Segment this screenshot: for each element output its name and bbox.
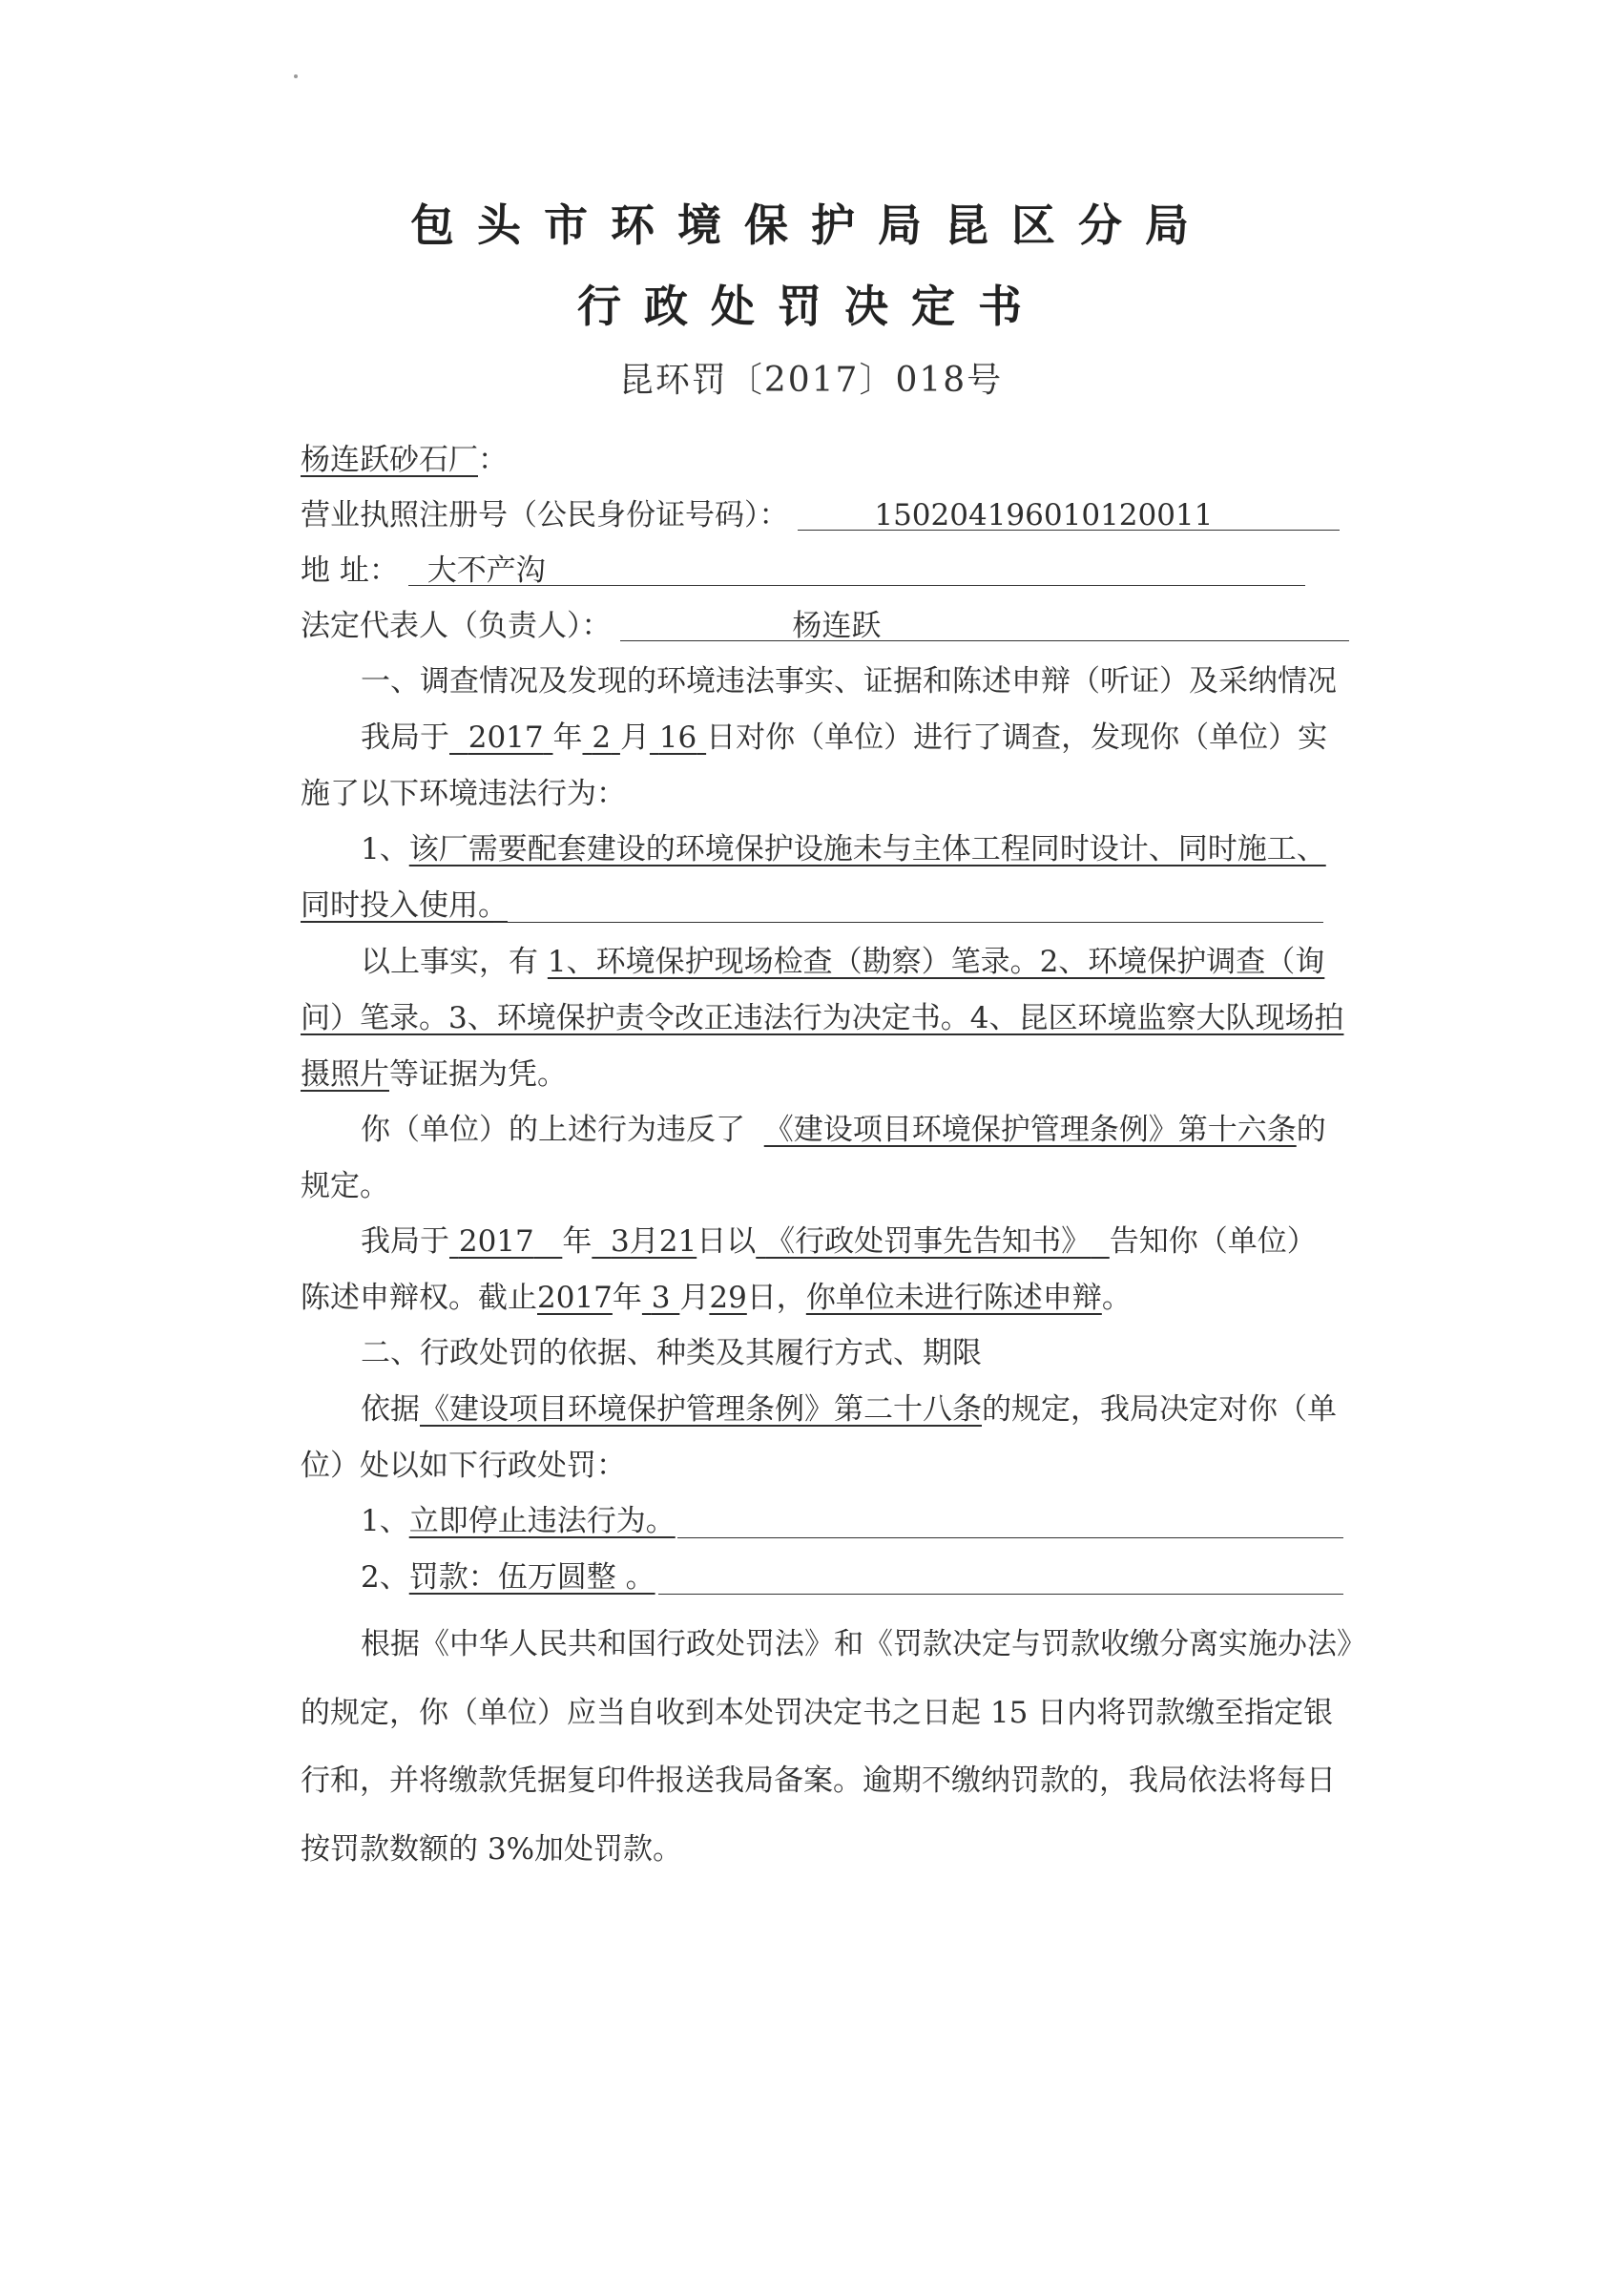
violation-item1-line1 bbox=[361, 830, 1326, 868]
violated-law: 《建设项目环境保护管理条例》第十六条 bbox=[763, 1113, 1297, 1147]
text-segment: 3 bbox=[651, 1281, 671, 1315]
license-value: 150204196010120011 bbox=[798, 500, 1340, 531]
violated-law-line2: 规定。 bbox=[301, 1169, 389, 1203]
evidence-text-end: 摄照片 bbox=[301, 1057, 389, 1092]
evidence-text: 1、环境保护现场检查（勘察）笔录。2、环境保护调查（询 bbox=[547, 945, 1325, 979]
representative-value: 杨连跃 bbox=[620, 611, 1349, 641]
license-line bbox=[301, 496, 1340, 534]
text-segment: 日对你（单位）进行了调查，发现你（单位）实 bbox=[706, 720, 1328, 755]
fill-line bbox=[658, 1594, 1343, 1595]
section1-heading: 一、调查情况及发现的环境违法事实、证据和陈述申辩（听证）及采纳情况 bbox=[361, 664, 1337, 699]
address-label: 地 址： bbox=[301, 553, 399, 588]
statement-result: 你单位未进行陈述申辩 bbox=[805, 1281, 1102, 1315]
text-segment: 《行政处罚事先告知书》 bbox=[765, 1224, 1092, 1259]
notice-year bbox=[449, 1224, 562, 1259]
text-segment: 年 bbox=[612, 1281, 642, 1315]
penalty-item1-text: 立即停止违法行为。 bbox=[408, 1504, 676, 1538]
text-segment: 的 bbox=[1296, 1113, 1326, 1147]
text-segment: 以上事实，有 bbox=[361, 945, 548, 979]
representative-label: 法定代表人（负责人）： bbox=[301, 609, 612, 643]
text-segment: 日， bbox=[746, 1281, 806, 1315]
investigation-month bbox=[582, 720, 619, 755]
text-segment: 29 bbox=[709, 1281, 747, 1315]
text-segment: 依据 bbox=[361, 1392, 420, 1427]
section2-heading: 二、行政处罚的依据、种类及其履行方式、期限 bbox=[361, 1336, 982, 1370]
fill-line bbox=[493, 922, 1323, 923]
violation-item1-line2 bbox=[301, 887, 508, 925]
text-segment: 年 bbox=[552, 720, 583, 755]
investigation-line1 bbox=[361, 719, 1327, 757]
party-name: 杨连跃砂石厂 bbox=[301, 443, 478, 477]
text-segment: 等证据为凭。 bbox=[389, 1057, 567, 1092]
party-name-suffix: ： bbox=[478, 443, 508, 477]
representative-line bbox=[301, 607, 1349, 645]
investigation-line2: 施了以下环境违法行为： bbox=[301, 777, 626, 811]
penalty-item1 bbox=[361, 1502, 676, 1540]
investigation-year bbox=[449, 720, 552, 755]
document-number: 昆环罚〔2017〕018号 bbox=[618, 361, 1004, 400]
violated-law-line1 bbox=[361, 1111, 1326, 1149]
deadline-year: 2017 bbox=[537, 1281, 613, 1315]
text-segment: 告知你（单位） bbox=[1109, 1224, 1317, 1259]
text-segment: 2017 bbox=[468, 720, 544, 755]
penalty-item2-text: 罚款：伍万圆整 。 bbox=[408, 1560, 655, 1595]
text-segment: 1、 bbox=[361, 1504, 409, 1538]
evidence-line1 bbox=[361, 943, 1324, 981]
address-value: 大不产沟 bbox=[408, 555, 1305, 586]
evidence-text-cont: 问）笔录。3、环境保护责令改正违法行为决定书。4、昆区环境监察大队现场拍 bbox=[301, 1001, 1344, 1035]
deadline-day bbox=[709, 1281, 746, 1315]
evidence-line3 bbox=[301, 1055, 567, 1094]
final-paragraph-line3: 行和，并将缴款凭据复印件报送我局备案。逾期不缴纳罚款的，我局依法将每日 bbox=[301, 1764, 1336, 1798]
penalty-item2 bbox=[361, 1558, 655, 1597]
violation-item1-text: 该厂需要配套建设的环境保护设施未与主体工程同时设计、同时施工、 bbox=[408, 832, 1326, 866]
text-segment: 你（单位）的上述行为违反了 bbox=[361, 1113, 745, 1147]
text-segment: 我局于 bbox=[361, 720, 449, 755]
notice-document bbox=[756, 1224, 1110, 1259]
text-segment: 1、 bbox=[361, 832, 409, 866]
text-segment: 。 bbox=[1101, 1281, 1132, 1315]
text-segment: 3月21 bbox=[611, 1224, 697, 1259]
fill-line bbox=[677, 1537, 1343, 1538]
penalty-basis-law: 《建设项目环境保护管理条例》第二十八条 bbox=[420, 1392, 982, 1427]
notice-line1 bbox=[361, 1222, 1317, 1261]
text-segment: 2 bbox=[592, 720, 612, 755]
basis-line2: 位）处以如下行政处罚： bbox=[301, 1449, 626, 1483]
text-segment: 的规定，我局决定对你（单 bbox=[982, 1392, 1337, 1427]
document-subtitle: 行政处罚决定书 bbox=[577, 281, 1045, 332]
text-segment: 月 bbox=[679, 1281, 710, 1315]
text-segment: 月 bbox=[619, 720, 650, 755]
notice-line2 bbox=[301, 1279, 1132, 1317]
investigation-day bbox=[650, 720, 706, 755]
text-segment: 陈述申辩权。截止 bbox=[301, 1281, 537, 1315]
text-segment: 2017 bbox=[458, 1224, 534, 1259]
text-segment: 2、 bbox=[361, 1560, 409, 1595]
document-title: 包头市环境保护局昆区分局 bbox=[410, 199, 1212, 251]
text-segment: 16 bbox=[658, 720, 697, 755]
violation-item1-text-cont: 同时投入使用。 bbox=[301, 888, 508, 923]
final-paragraph-line1: 根据《中华人民共和国行政处罚法》和《罚款决定与罚款收缴分离实施办法》 bbox=[361, 1627, 1366, 1661]
final-paragraph-line2: 的规定，你（单位）应当自收到本处罚决定书之日起 15 日内将罚款缴至指定银 bbox=[301, 1696, 1334, 1730]
basis-line1 bbox=[361, 1390, 1337, 1429]
license-label: 营业执照注册号（公民身份证号码）： bbox=[301, 498, 789, 532]
scan-speck bbox=[294, 74, 298, 78]
deadline-month bbox=[642, 1281, 679, 1315]
notice-month-day bbox=[592, 1224, 697, 1259]
party-name-line bbox=[301, 441, 508, 479]
address-line bbox=[301, 552, 1305, 590]
final-paragraph-line4: 按罚款数额的 3%加处罚款。 bbox=[301, 1832, 683, 1867]
text-segment: 我局于 bbox=[361, 1224, 449, 1259]
text-segment: 日以 bbox=[697, 1224, 757, 1259]
evidence-line2 bbox=[301, 999, 1343, 1037]
text-segment: 年 bbox=[562, 1224, 593, 1259]
